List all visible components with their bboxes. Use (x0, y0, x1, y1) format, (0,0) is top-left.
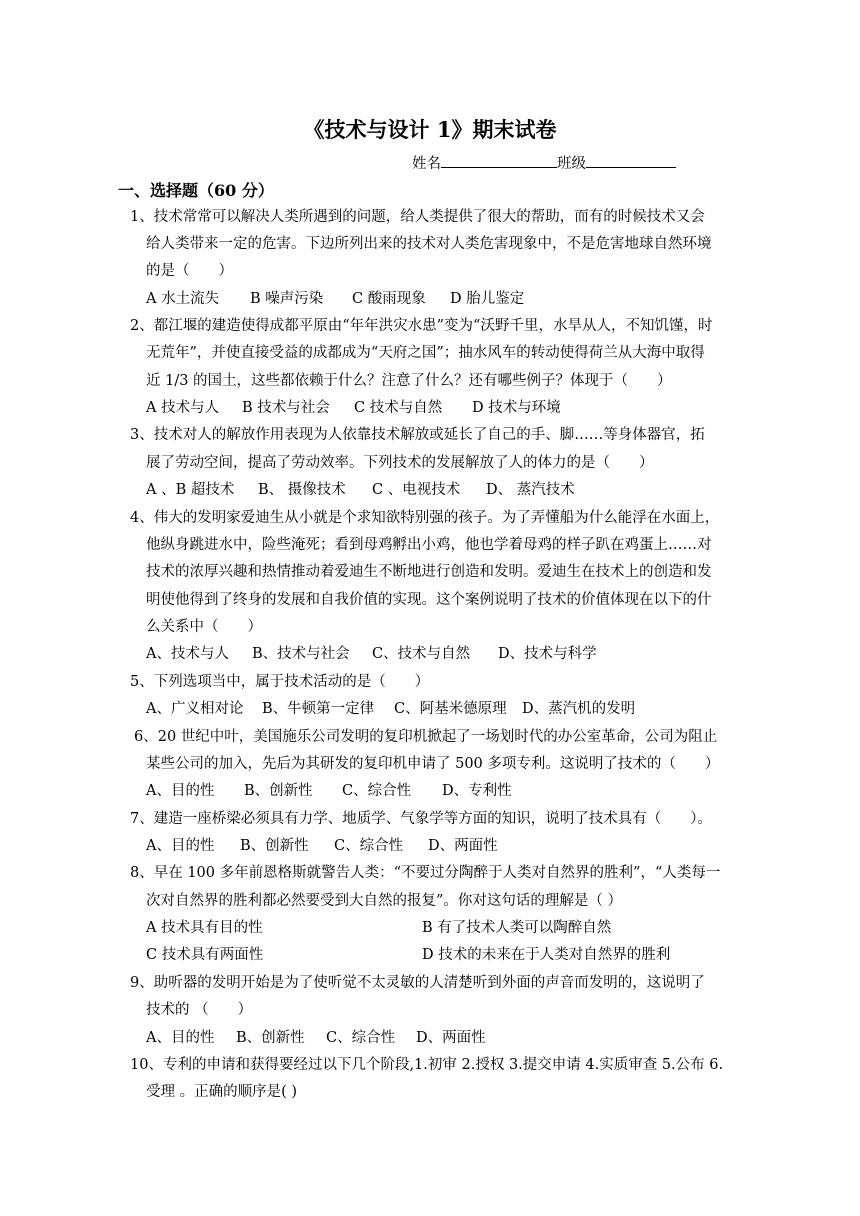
option-a: A、技术与人 (146, 646, 229, 662)
question-2-line-1: 2、都江堰的建造使得成都平原由“年年洪灾水患”变为“沃野千里，水旱从人，不知饥馑，时 (130, 318, 713, 334)
question-7-line-1: 7、建造一座桥梁必须具有力学、地质学、气象学等方面的知识，说明了技术具有（ ）。 (130, 811, 712, 827)
question-2-line-3: 近 1/3 的国土，这些都依赖于什么？注意了什么？还有哪些例子？体现于（ ） (146, 373, 672, 389)
option-c: C 、电视技术 (372, 482, 461, 498)
question-9-line-2: 技术的 （ ） (146, 1002, 253, 1018)
question-10-line-2: 受理 。正确的顺序是( ) (146, 1084, 298, 1100)
option-d: D、蒸汽机的发明 (522, 701, 636, 717)
option-c: C、综合性 (326, 1030, 396, 1046)
option-b: B、技术与社会 (252, 646, 350, 662)
student-info-line (412, 152, 676, 173)
question-4-line-1: 4、伟大的发明家爱迪生从小就是个求知欲特别强的孩子。为了弄懂船为什么能浮在水面上， (130, 510, 720, 526)
option-a: A 技术具有目的性 (146, 920, 263, 936)
option-a: A、目的性 (146, 838, 215, 854)
question-10-line-1: 10、专利的申请和获得要经过以下几个阶段,1.初审 2.授权 3.提交申请 4.实质审查 5.公布 6. (130, 1057, 724, 1073)
option-a: A 技术与人 (146, 400, 220, 416)
exam-title: 《技术与设计 1》期末试卷 (303, 117, 557, 142)
option-c: C 技术具有两面性 (146, 947, 264, 963)
question-2-line-2: 无荒年”，并使直接受益的成都成为“天府之国”；抽水风车的转动使得荷兰从大海中取得 (146, 345, 705, 361)
option-d: D 胎儿鉴定 (450, 291, 525, 307)
option-d: D、两面性 (416, 1030, 486, 1046)
option-a: A、目的性 (146, 1030, 215, 1046)
option-c: C、技术与自然 (372, 646, 471, 662)
class-label: 班级 (557, 156, 586, 172)
question-1-line-1: 1、技术常常可以解决人类所遇到的问题，给人类提供了很大的帮助，而有的时候技术又会 (130, 209, 705, 225)
option-d: D、技术与科学 (498, 646, 597, 662)
option-d: D 技术的未来在于人类对自然界的胜利 (422, 947, 671, 963)
option-d: D、专利性 (442, 783, 512, 799)
option-a: A 水土流失 (146, 291, 220, 307)
question-3-line-2: 展了劳动空间，提高了劳动效率。下列技术的发展解放了人的体力的是（ ） (146, 455, 654, 471)
question-3-line-1: 3、技术对人的解放作用表现为人依靠技术解放或延长了自己的手、脚……等身体器官，拓 (130, 427, 705, 443)
option-b: B、创新性 (236, 1030, 305, 1046)
option-b: B 有了技术人类可以陶醉自然 (422, 920, 612, 936)
option-b: B、 摄像技术 (258, 482, 346, 498)
question-8-line-1: 8、早在 100 多年前恩格斯就警告人类：“不要过分陶醉于人类对自然界的胜利”，“人类每一 (130, 865, 721, 881)
option-d: D 技术与环境 (472, 400, 561, 416)
option-d: D、两面性 (428, 838, 498, 854)
question-5-line-1: 5、下列选项当中，属于技术活动的是（ ） (130, 674, 430, 690)
question-8-line-2: 次对自然界的胜利都必然要受到大自然的报复”。你对这句话的理解是（ ） (146, 893, 623, 909)
class-blank[interactable] (586, 155, 676, 168)
option-c: C 技术与自然 (354, 400, 443, 416)
option-d: D、 蒸汽技术 (486, 482, 575, 498)
question-4-line-3: 技术的浓厚兴趣和热情推动着爱迪生不断地进行创造和发明。爱迪生在技术上的创造和发 (146, 564, 712, 580)
option-a: A 、B 超技术 (146, 482, 235, 498)
name-label: 姓名 (412, 156, 441, 172)
question-6-line-2: 某些公司的加入，先后为其研发的复印机申请了 500 多项专利。这说明了技术的（ ） (146, 756, 720, 772)
option-b: B、牛顿第一定律 (262, 701, 375, 717)
option-b: B 技术与社会 (242, 400, 330, 416)
question-4-line-2: 他纵身跳进水中，险些淹死；看到母鸡孵出小鸡，他也学着母鸡的样子趴在鸡蛋上……对 (146, 537, 712, 553)
option-c: C、阿基米德原理 (394, 701, 507, 717)
option-c: C 酸雨现象 (352, 291, 426, 307)
question-9-line-1: 9、助听器的发明开始是为了使听觉不太灵敏的人清楚听到外面的声音而发明的，这说明了 (130, 975, 705, 991)
option-c: C、综合性 (342, 783, 412, 799)
option-b: B、创新性 (240, 838, 309, 854)
option-a: A、广义相对论 (146, 701, 244, 717)
option-a: A、目的性 (146, 783, 215, 799)
question-4-line-5: 么关系中（ ） (146, 619, 262, 635)
question-1-line-3: 的是（ ） (146, 263, 233, 279)
option-b: B、创新性 (244, 783, 313, 799)
option-c: C、综合性 (334, 838, 404, 854)
question-1-line-2: 给人类带来一定的危害。下边所列出来的技术对人类危害现象中，不是危害地球自然环境 (146, 236, 712, 252)
name-blank[interactable] (441, 155, 557, 168)
question-6-line-1: 6、20 世纪中叶，美国施乐公司发明的复印机掀起了一场划时代的办公室革命，公司为阻止 (134, 729, 718, 745)
section-title: 一、选择题（60 分） (118, 181, 274, 200)
option-b: B 噪声污染 (250, 291, 324, 307)
question-4-line-4: 明使他得到了终身的发展和自我价值的实现。这个案例说明了技术的价值体现在以下的什 (146, 592, 712, 608)
